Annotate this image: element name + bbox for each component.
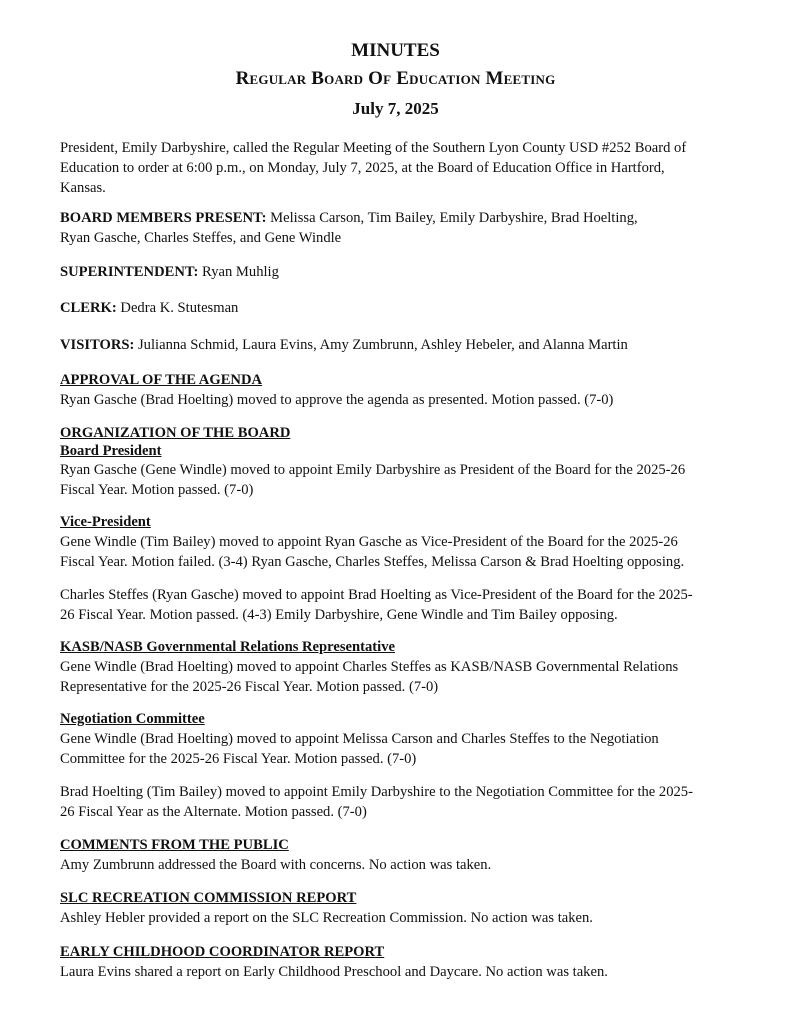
organization-heading: ORGANIZATION OF THE BOARD [60, 425, 291, 441]
document-subtitle: Regular Board Of Education Meeting [235, 68, 556, 89]
agenda-heading: APPROVAL OF THE AGENDA [60, 372, 263, 388]
early-childhood-text: Laura Evins shared a report on Early Childhood Preschool and Daycare. No action was taken. [60, 964, 608, 980]
clerk-label: CLERK: [60, 300, 117, 316]
document-title: MINUTES [351, 40, 440, 61]
negotiation-motion1: Committee for the 2025-26 Fiscal Year. Motion passed. (7-0) [60, 751, 417, 767]
intro-line: Kansas. [60, 180, 106, 196]
vice-president-motion2 [60, 585, 750, 625]
negotiation-section [60, 709, 750, 769]
visitors-list: Julianna Schmid, Laura Evins, Amy Zumbrunn, Ashley Hebeler, and Alanna Martin [134, 337, 628, 353]
vice-president-motion2-line: 26 Fiscal Year. Motion passed. (4-3) Emily Darbyshire, Gene Windle and Tim Bailey opposing. [60, 607, 618, 623]
board-members-list-cont: Ryan Gasche, Charles Steffes, and Gene Windle [60, 230, 342, 246]
intro-paragraph [60, 138, 750, 198]
board-members-list: Melissa Carson, Tim Bailey, Emily Darbyshire, Brad Hoelting, [266, 210, 638, 226]
negotiation-motion2 [60, 782, 750, 822]
board-president-subheading: Board President [60, 443, 162, 459]
board-members-label: BOARD MEMBERS PRESENT: [60, 210, 267, 226]
superintendent-name: Ryan Muhlig [198, 264, 279, 280]
vice-president-motion2-line: Charles Steffes (Ryan Gasche) moved to appoint Brad Hoelting as Vice-President of the Board for the 2025- [60, 587, 693, 603]
intro-line: Education to order at 6:00 p.m., on Monday, July 7, 2025, at the Board of Education Office in Hartford, [60, 160, 665, 176]
board-president-text: Fiscal Year. Motion passed. (7-0) [60, 482, 254, 498]
intro-line: President, Emily Darbyshire, called the Regular Meeting of the Southern Lyon County USD #252 Board of [60, 140, 687, 156]
slc-report-section [60, 888, 750, 928]
public-comments-text: Amy Zumbrunn addressed the Board with concerns. No action was taken. [60, 857, 492, 873]
superintendent-line [60, 262, 750, 282]
vice-president-motion1: Fiscal Year. Motion failed. (3-4) Ryan Gasche, Charles Steffes, Melissa Carson & Brad Hoelting opposing. [60, 554, 685, 570]
kasb-subheading: KASB/NASB Governmental Relations Representative [60, 639, 395, 655]
public-comments-heading: COMMENTS FROM THE PUBLIC [60, 837, 289, 853]
visitors-label: VISITORS: [60, 337, 135, 353]
visitors-line [60, 335, 750, 355]
negotiation-motion2-line: 26 Fiscal Year as the Alternate. Motion passed. (7-0) [60, 804, 367, 820]
meeting-date: July 7, 2025 [352, 99, 439, 118]
kasb-section [60, 637, 750, 697]
agenda-section [60, 370, 750, 410]
negotiation-motion2-line: Brad Hoelting (Tim Bailey) moved to appoint Emily Darbyshire to the Negotiation Committee for the 2025- [60, 784, 693, 800]
public-comments-section [60, 835, 750, 875]
early-childhood-heading: EARLY CHILDHOOD COORDINATOR REPORT [60, 944, 385, 960]
clerk-line [60, 298, 750, 318]
kasb-text: Representative for the 2025-26 Fiscal Year. Motion passed. (7-0) [60, 679, 439, 695]
clerk-name: Dedra K. Stutesman [116, 300, 239, 316]
negotiation-subheading: Negotiation Committee [60, 711, 205, 727]
superintendent-label: SUPERINTENDENT: [60, 264, 199, 280]
slc-report-text: Ashley Hebler provided a report on the SLC Recreation Commission. No action was taken. [60, 910, 593, 926]
vice-president-section [60, 512, 750, 572]
vice-president-motion1: Gene Windle (Tim Bailey) moved to appoint Ryan Gasche as Vice-President of the Board for the 2025-26 [60, 534, 678, 550]
negotiation-motion1: Gene Windle (Brad Hoelting) moved to appoint Melissa Carson and Charles Steffes to the Negotiation [60, 731, 659, 747]
organization-section [60, 424, 750, 500]
board-members-present [60, 208, 750, 248]
vice-president-subheading: Vice-President [60, 514, 151, 530]
early-childhood-section [60, 942, 750, 982]
slc-report-heading: SLC RECREATION COMMISSION REPORT [60, 890, 357, 906]
board-president-text: Ryan Gasche (Gene Windle) moved to appoint Emily Darbyshire as President of the Board for the 2025-26 [60, 462, 686, 478]
kasb-text: Gene Windle (Brad Hoelting) moved to appoint Charles Steffes as KASB/NASB Governmental Relations [60, 659, 679, 675]
agenda-text: Ryan Gasche (Brad Hoelting) moved to approve the agenda as presented. Motion passed. (7-0) [60, 392, 614, 408]
